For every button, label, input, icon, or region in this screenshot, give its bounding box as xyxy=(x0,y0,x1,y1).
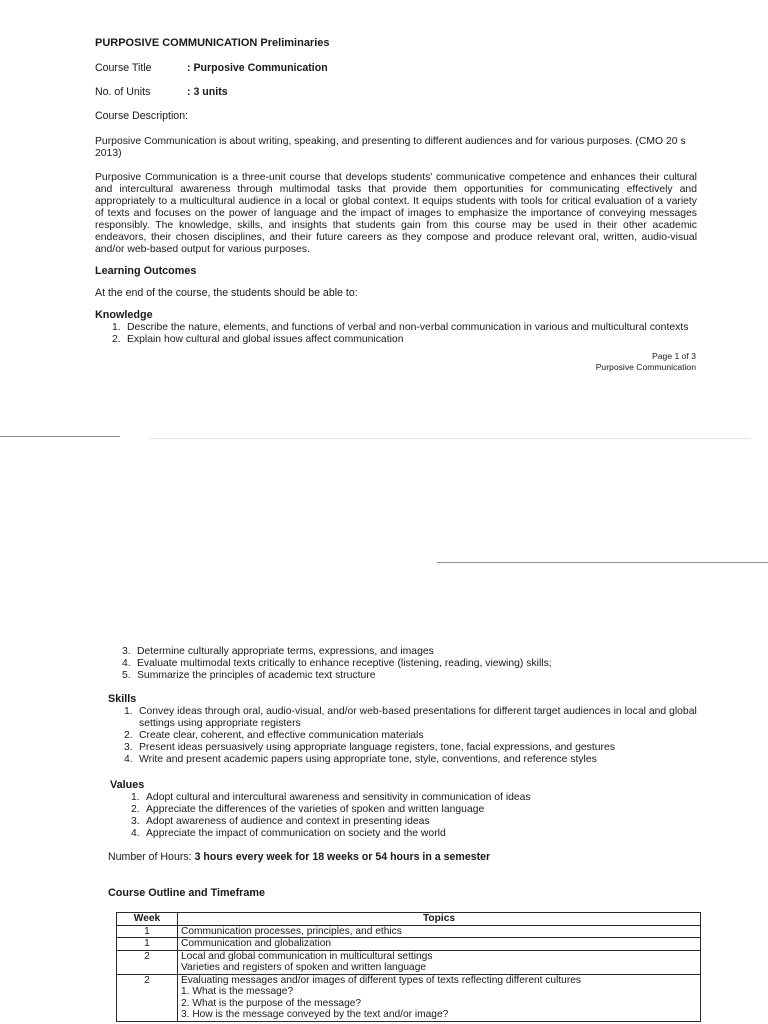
page-footer xyxy=(596,351,696,373)
units-label: No. of Units xyxy=(95,86,151,98)
topic-line: 2. What is the purpose of the message? xyxy=(181,997,362,1009)
description-paragraph-1-line-2: 2013) xyxy=(95,148,122,159)
topics-cell xyxy=(178,938,701,951)
item-text: Adopt cultural and intercultural awareness and sensitivity in communication of ideas xyxy=(146,792,531,803)
list-item xyxy=(131,828,691,840)
item-number: 4. xyxy=(131,828,140,839)
list-item xyxy=(112,322,702,334)
item-text: Evaluate multimodal texts critically to enhance receptive (listening, reading, viewing) skills; xyxy=(137,658,552,669)
item-text: Describe the nature, elements, and functions of verbal and non-verbal communication in various and multicultural contexts xyxy=(127,322,689,333)
week-cell: 2 xyxy=(117,974,178,1021)
list-item xyxy=(122,658,707,670)
item-number: 1. xyxy=(131,792,140,803)
course-title-label: Course Title xyxy=(95,62,152,74)
values-heading: Values xyxy=(110,779,145,791)
item-text: Present ideas persuasively using appropriate language registers, tone, facial expressions, and gestures xyxy=(139,742,615,753)
item-number: 3. xyxy=(122,646,131,657)
item-text: Adopt awareness of audience and context in presenting ideas xyxy=(146,816,430,827)
page-break-edge xyxy=(150,438,750,439)
values-list xyxy=(131,792,691,840)
page-break-edge xyxy=(0,436,120,437)
topics-cell xyxy=(178,950,701,974)
list-item xyxy=(124,754,700,766)
skills-heading: Skills xyxy=(108,693,137,705)
page-break-edge xyxy=(437,562,768,563)
list-item xyxy=(131,816,691,828)
learning-outcomes-heading: Learning Outcomes xyxy=(95,265,197,277)
item-text: Determine culturally appropriate terms, expressions, and images xyxy=(137,646,434,657)
list-item xyxy=(131,804,691,816)
table-row xyxy=(117,950,701,974)
table-header-row xyxy=(117,913,701,926)
topics-cell xyxy=(178,925,701,938)
topics-column-header: Topics xyxy=(178,913,701,926)
item-number: 1. xyxy=(124,706,133,717)
knowledge-list-page-1 xyxy=(112,322,702,346)
week-cell: 1 xyxy=(117,938,178,951)
item-number: 1. xyxy=(112,322,121,333)
topic-line: 1. What is the message? xyxy=(181,986,294,997)
course-outline-table xyxy=(116,912,701,1022)
topic-line: 3. How is the message conveyed by the text and/or image? xyxy=(181,1009,449,1020)
course-outline-heading: Course Outline and Timeframe xyxy=(108,887,265,899)
item-text: Create clear, coherent, and effective communication materials xyxy=(139,730,424,741)
table-row xyxy=(117,925,701,938)
units-value: : 3 units xyxy=(187,86,228,98)
item-number: 2. xyxy=(112,334,121,345)
item-number: 4. xyxy=(124,754,133,765)
item-number: 5. xyxy=(122,670,131,681)
topic-line: Varieties and registers of spoken and written language xyxy=(181,962,427,973)
course-description-label: Course Description: xyxy=(95,110,189,122)
hours-line xyxy=(108,851,490,863)
description-paragraph-1 xyxy=(95,136,697,160)
item-text: Write and present academic papers using appropriate tone, style, conventions, and reference styles xyxy=(139,754,597,765)
topic-line: Evaluating messages and/or images of different types of texts reflecting different cultures xyxy=(181,974,581,986)
item-text: Convey ideas through oral, audio-visual, and/or web-based presentations for different target audiences in local and global settings using appropriate registers xyxy=(139,706,697,729)
item-text: Appreciate the impact of communication on society and the world xyxy=(146,828,446,839)
topics-cell xyxy=(178,974,701,1021)
footer-course-name: Purposive Communication xyxy=(595,362,696,372)
week-cell: 1 xyxy=(117,925,178,938)
document-title: PURPOSIVE COMMUNICATION Preliminaries xyxy=(95,37,330,49)
knowledge-heading: Knowledge xyxy=(95,309,153,321)
topic-line: Communication processes, principles, and ethics xyxy=(181,925,402,937)
outcomes-intro: At the end of the course, the students should be able to: xyxy=(95,287,358,299)
topic-line: Local and global communication in multicultural settings xyxy=(181,950,433,962)
list-item xyxy=(124,730,700,742)
week-cell: 2 xyxy=(117,950,178,974)
hours-value: 3 hours every week for 18 weeks or 54 hours in a semester xyxy=(194,851,491,863)
topic-line: Communication and globalization xyxy=(181,938,332,949)
course-title-value: : Purposive Communication xyxy=(187,62,328,74)
item-number: 3. xyxy=(124,742,133,753)
item-text: Summarize the principles of academic text structure xyxy=(137,670,376,681)
item-text: Appreciate the differences of the varieties of spoken and written language xyxy=(146,804,485,815)
knowledge-list-page-2 xyxy=(122,646,707,682)
description-paragraph-2: Purposive Communication is a three-unit course that develops students' communicative competence and enhances their cultural and intercultural awareness through multimodal tasks that provide them opportunities for communicating effectively and appropriately to a multicultural audience in a local or global context. It equips students with tools for critical evaluation of a variety of texts and focuses on the power of language and the impact of images to emphasize the importance of conveying messages responsibly. The knowledge, skills, and insights that students gain from this course may be used in their other academic endeavors, their chosen disciplines, and their future careers as they compose and produce relevant oral, written, audio-visual and/or web-based output for various purposes. xyxy=(95,172,697,255)
item-number: 4. xyxy=(122,658,131,669)
description-paragraph-1-line-1: Purposive Communication is about writing, speaking, and presenting to different audiences and for various purposes. (CMO 20 s xyxy=(95,136,686,147)
list-item xyxy=(131,792,691,804)
skills-list xyxy=(124,706,700,766)
list-item xyxy=(122,670,707,682)
page-number: Page 1 of 3 xyxy=(652,351,696,361)
item-text: Explain how cultural and global issues affect communication xyxy=(127,334,404,345)
item-number: 3. xyxy=(131,816,140,827)
list-item xyxy=(122,646,707,658)
item-number: 2. xyxy=(124,730,133,741)
list-item xyxy=(112,334,702,346)
list-item xyxy=(124,706,700,730)
table-row xyxy=(117,938,701,951)
list-item xyxy=(124,742,700,754)
item-number: 2. xyxy=(131,804,140,815)
week-column-header: Week xyxy=(117,913,178,926)
table-row xyxy=(117,974,701,1021)
hours-label: Number of Hours: xyxy=(108,851,192,863)
